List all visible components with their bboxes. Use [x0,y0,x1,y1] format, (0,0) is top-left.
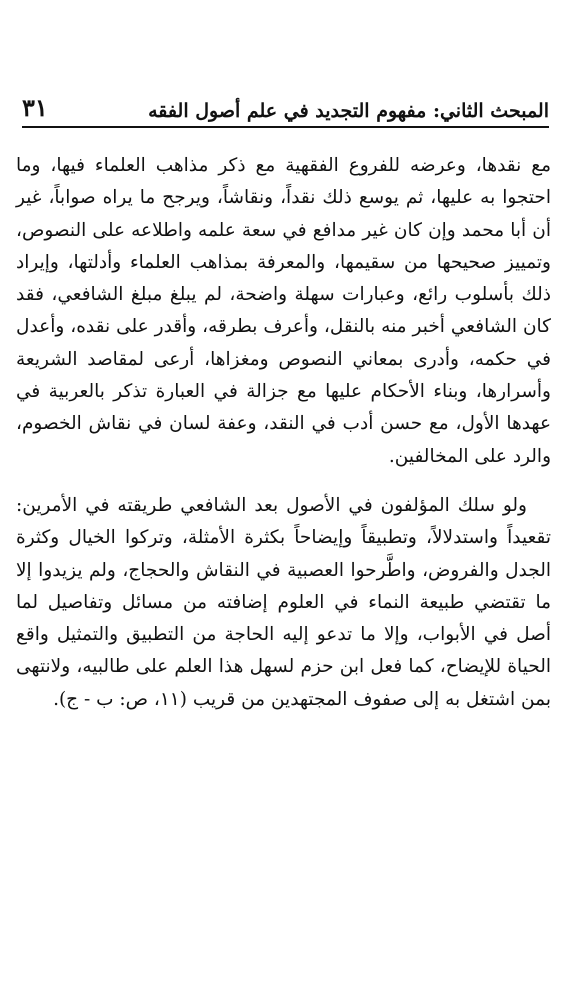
body-text [16,150,551,716]
page-header [22,92,549,128]
paragraph-2: ولو سلك المؤلفون في الأصول بعد الشافعي طريقته في الأمرين: تقعيداً واستدلالاً، وتطبيقاً وإيضاحاً بكثرة الأمثلة، وتركوا الخيال وكثرة الجدل والفروض، واطَّرحوا العصبية في النقاش والحجاج، ولم يزيدوا إلا ما تقتضي طبيعة النماء في العلوم إضافته من مسائل وتفاصيل لما أصل في الأبواب، وإلا ما تدعو إليه الحاجة من التطبيق والتمثيل واقع الحياة للإيضاح، كما فعل ابن حزم لسهل هذا العلم على طالبيه، ولانتهى بمن اشتغل به إلى صفوف المجتهدين من قريب (١١، ص: ب - ج). [16,494,551,710]
page-number: ٣١ [22,93,48,122]
paragraph-1: مع نقدها، وعرضه للفروع الفقهية مع ذكر مذاهب العلماء فيها، وما احتجوا به عليها، ثم يوسع ذلك نقداً، ونقاشاً، ويرجح ما يراه صواباً، غير أن أبا محمد وإن كان غير مدافع في سعة علمه واطلاعه على النصوص، وتمييز صحيحها من سقيمها، والمعرفة بمذاهب العلماء وأدلتها، وإيراد ذلك بأسلوب رائع، وعبارات سهلة واضحة، لم يبلغ مبلغ الشافعي، فقد كان الشافعي أخبر منه بالنقل، وأعرف بطرقه، وأقدر على نقده، وأعدل في حكمه، وأدرى بمعاني النصوص ومغزاها، أرعى لمقاصد الشريعة وأسرارها، وبناء الأحكام عليها مع جزالة في العبارة تذكر بالعربية في عهدها الأول، مع حسن أدب في النقد، وعفة لسان في نقاش الخصوم، والرد على المخالفين. [16,155,551,467]
running-title: المبحث الثاني: مفهوم التجديد في علم أصول الفقه [148,100,549,122]
